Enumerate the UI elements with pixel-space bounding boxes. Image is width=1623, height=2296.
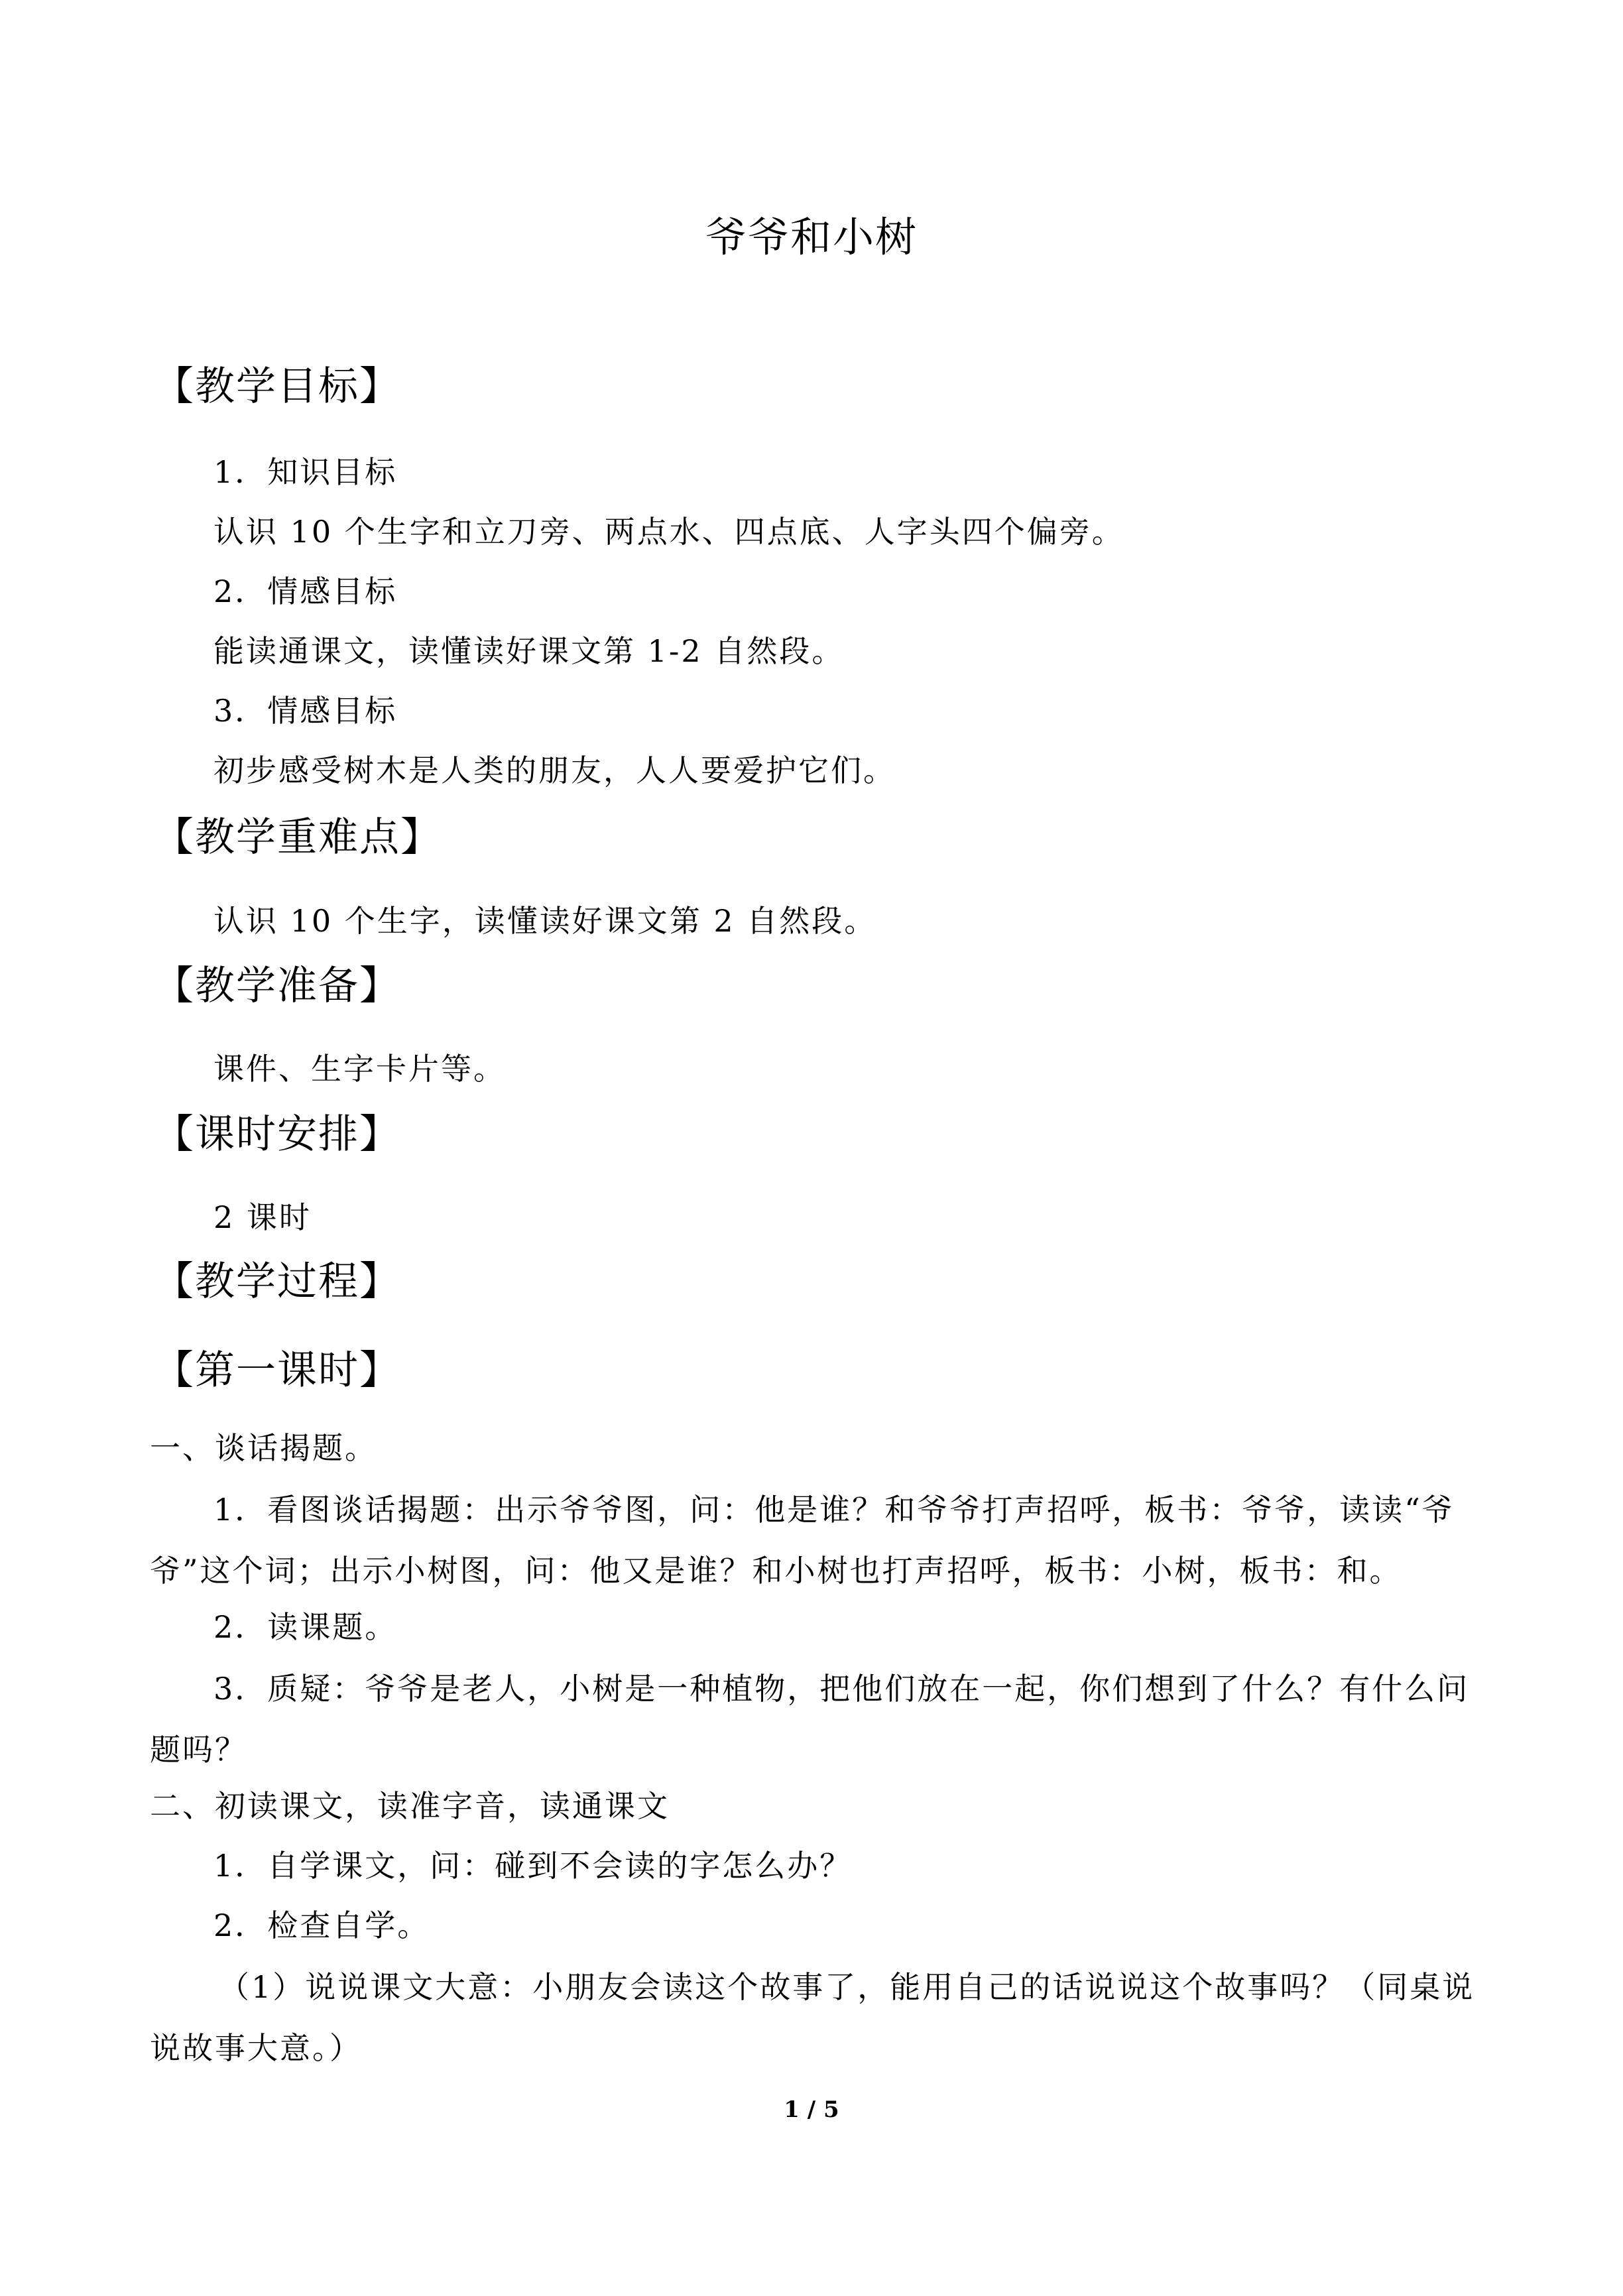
part2-item: 2．检查自学。 <box>213 1907 430 1943</box>
part1-item: 3．质疑：爷爷是老人，小树是一种植物，把他们放在一起，你们想到了什么？有什么问题吗？ <box>150 1671 1470 1768</box>
section-heading-lesson1: 【第一课时】 <box>154 1347 400 1394</box>
section-heading-key-points: 【教学重难点】 <box>154 814 442 861</box>
goal-item: 认识 10 个生字和立刀旁、两点水、四点底、人字头四个偏旁。 <box>213 514 1124 550</box>
section-heading-preparation: 【教学准备】 <box>154 963 400 1009</box>
page-number: 1 / 5 <box>784 2096 839 2123</box>
part1-item: 1．看图谈话揭题：出示爷爷图，问：他是谁？和爷爷打声招呼，板书：爷爷，读读“爷爷”这个词；出示小树图，问：他又是谁？和小树也打声招呼，板书：小树，板书：和。 <box>150 1492 1455 1589</box>
part1-title: 一、谈话揭题。 <box>150 1430 377 1466</box>
schedule-text: 2 课时 <box>213 1199 312 1235</box>
goal-item: 初步感受树木是人类的朋友，人人要爱护它们。 <box>213 753 896 788</box>
section-heading-goals: 【教学目标】 <box>154 363 400 410</box>
goal-item: 2．情感目标 <box>213 574 398 609</box>
key-points-text: 认识 10 个生字，读懂读好课文第 2 自然段。 <box>213 903 877 939</box>
part2-item: （1）说说课文大意：小朋友会读这个故事了，能用自己的话说说这个故事吗？（同桌说说故事大意。） <box>150 1969 1475 2066</box>
goal-item: 3．情感目标 <box>213 693 398 729</box>
section-heading-schedule: 【课时安排】 <box>154 1111 400 1158</box>
goal-item: 1．知识目标 <box>213 454 398 490</box>
section-heading-process: 【教学过程】 <box>154 1258 400 1305</box>
preparation-text: 课件、生字卡片等。 <box>213 1051 506 1087</box>
part1-item: 2．读课题。 <box>213 1609 398 1645</box>
document-title: 爷爷和小树 <box>705 213 918 261</box>
goal-item: 能读通课文，读懂读好课文第 1-2 自然段。 <box>213 633 845 669</box>
part2-item: 1．自学课文，问：碰到不会读的字怎么办？ <box>213 1848 853 1884</box>
part2-title: 二、初读课文，读准字音，读通课文 <box>150 1788 670 1824</box>
